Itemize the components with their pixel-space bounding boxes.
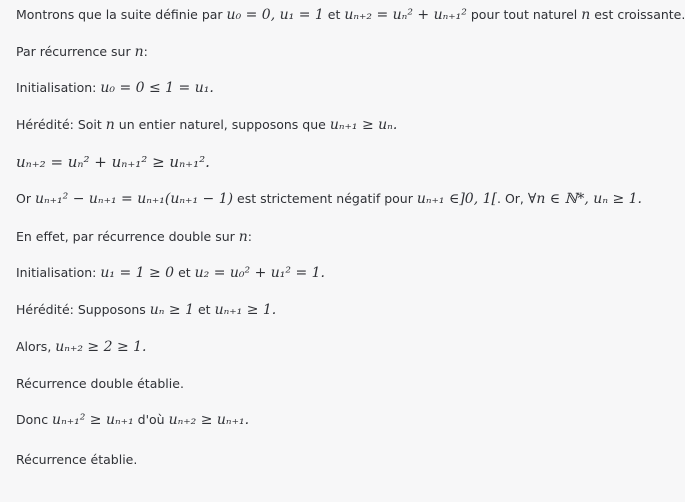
double-induction-established-line (16, 376, 184, 391)
math-expression: uₙ₊₂ ≥ 2 ≥ 1. (55, 339, 147, 355)
text-segment: Donc (16, 412, 53, 427)
negativity-remark-line (16, 191, 642, 207)
double-induction-intro-line (16, 229, 252, 245)
conclusion-step-line (16, 339, 147, 355)
text-segment: d'où (133, 412, 169, 427)
double-initialisation-line (16, 265, 325, 281)
text-segment: est strictement négatif pour (233, 191, 417, 206)
math-expression: n (581, 7, 591, 23)
text-segment: Initialisation: (16, 80, 101, 95)
math-expression: uₙ₊₁² ≥ uₙ₊₁ (52, 412, 134, 428)
statement-line (16, 7, 685, 23)
math-expression: uₙ₊₁ ∈]0, 1[ (416, 191, 497, 207)
text-segment: et (194, 302, 215, 317)
heredity-line (16, 117, 397, 133)
math-expression: u₂ = u₀² + u₁² = 1. (194, 265, 326, 281)
math-expression: uₙ ≥ 1 (149, 302, 195, 318)
text-segment: Récurrence double établie. (16, 376, 184, 391)
text-segment: Récurrence établie. (16, 452, 138, 467)
text-segment: Montrons que la suite définie par (16, 7, 227, 22)
initialisation-line (16, 80, 214, 96)
text-segment: un entier naturel, supposons que (114, 117, 330, 132)
math-expression: uₙ₊₂ = uₙ² + uₙ₊₁² ≥ uₙ₊₁². (16, 153, 210, 171)
math-expression: n (238, 229, 248, 245)
math-expression: uₙ₊₂ ≥ uₙ₊₁. (168, 412, 250, 428)
final-deduction-line (16, 412, 249, 428)
math-expression: uₙ₊₁ ≥ 1. (214, 302, 277, 318)
math-expression: uₙ₊₁ ≥ uₙ. (329, 117, 398, 133)
induction-intro-line (16, 44, 148, 60)
double-heredity-line (16, 302, 276, 318)
text-segment: : (247, 229, 252, 244)
text-segment: Par récurrence sur (16, 44, 135, 59)
text-segment: . Or, (497, 191, 528, 206)
text-segment: : (143, 44, 148, 59)
math-expression: u₁ = 1 ≥ 0 (100, 265, 175, 281)
math-expression: ∀n ∈ ℕ*, uₙ ≥ 1. (527, 191, 642, 207)
math-expression: uₙ₊₁² − uₙ₊₁ = uₙ₊₁(uₙ₊₁ − 1) (34, 191, 234, 207)
text-segment: Hérédité: Supposons (16, 302, 150, 317)
text-segment: Or (16, 191, 35, 206)
text-segment: est croissante. (590, 7, 685, 22)
recurrence-inequality-line (16, 153, 210, 171)
induction-established-line (16, 452, 137, 467)
text-segment: Hérédité: Soit (16, 117, 106, 132)
text-segment: En effet, par récurrence double sur (16, 229, 239, 244)
text-segment: et (323, 7, 345, 22)
text-segment: Alors, (16, 339, 56, 354)
math-expression: uₙ₊₂ = uₙ² + uₙ₊₁² (344, 7, 467, 23)
text-segment: Initialisation: (16, 265, 101, 280)
math-expression: n (105, 117, 115, 133)
math-expression: u₀ = 0 ≤ 1 = u₁. (100, 80, 214, 96)
math-expression: u₀ = 0, u₁ = 1 (226, 7, 324, 23)
math-expression: n (134, 44, 144, 60)
text-segment: pour tout naturel (466, 7, 582, 22)
text-segment: et (174, 265, 195, 280)
